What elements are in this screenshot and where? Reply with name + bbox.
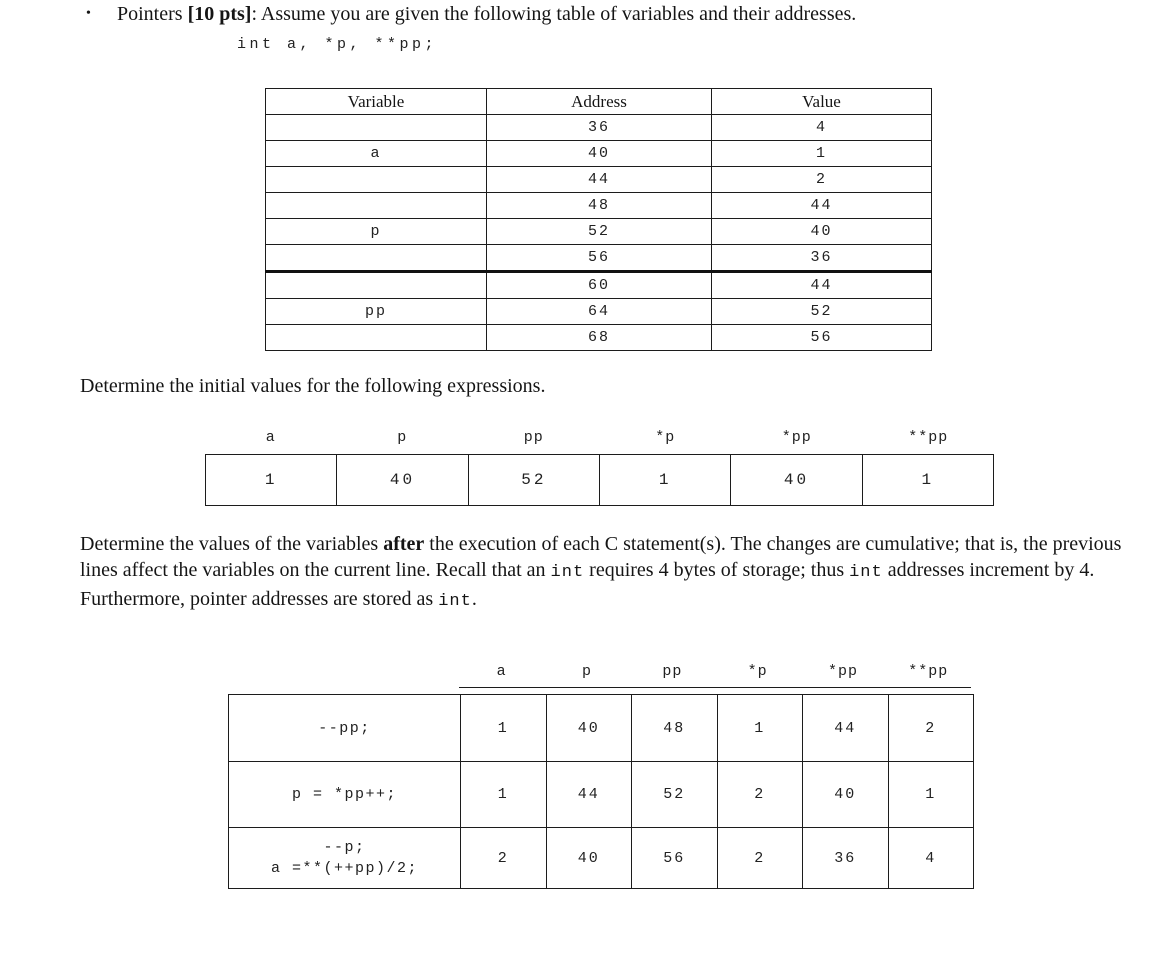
value-cell: 40 <box>547 828 633 888</box>
table-row <box>266 167 932 193</box>
statement-row <box>229 695 973 762</box>
initial-values-table <box>205 429 994 506</box>
value-cell: 2 <box>925 719 937 737</box>
expr-header-deref-pp: *pp <box>781 429 812 446</box>
variable-cell: p <box>266 219 487 245</box>
address-cell: 52 <box>487 219 712 245</box>
value-cell: 52 <box>469 455 600 505</box>
instruction-text: requires 4 bytes of storage; thus <box>584 559 850 581</box>
value-cell: 36 <box>803 828 889 888</box>
address-cell: 64 <box>487 299 712 325</box>
statements-table <box>228 663 974 889</box>
table-row <box>266 272 932 299</box>
instruction-text: addresses increment by 4. Furthermore, pointer addresses are stored as <box>80 559 1095 610</box>
after-emphasis: after <box>383 533 425 555</box>
value-cell: 40 <box>731 455 862 505</box>
expr-header-deref-pp: *pp <box>827 663 858 680</box>
expr-header-pp: pp <box>523 429 544 446</box>
statements-table-body <box>228 694 974 889</box>
expr-header-a: a <box>496 663 507 680</box>
table-row <box>266 299 932 325</box>
statement-cell <box>229 828 461 888</box>
code-declaration: int a, *p, **pp; <box>237 36 438 53</box>
table-row <box>266 219 932 245</box>
statement-row <box>229 762 973 828</box>
value-cell: 2 <box>712 167 932 193</box>
value-cell: 4 <box>925 849 937 867</box>
value-cell: 44 <box>547 762 633 827</box>
expression-header-row <box>205 429 994 454</box>
statement-text: --pp; <box>318 719 371 737</box>
value-cell: 52 <box>632 762 718 827</box>
int-code: int <box>849 563 883 582</box>
expr-header-a: a <box>265 429 276 446</box>
value-cell: 40 <box>803 762 889 827</box>
variable-cell <box>266 167 487 193</box>
instruction-text: . <box>471 588 477 610</box>
variable-cell <box>266 272 487 299</box>
value-cell: 40 <box>337 455 468 505</box>
table-row <box>266 141 932 167</box>
value-cell: 56 <box>632 828 718 888</box>
bullet-icon: • <box>86 6 91 21</box>
instruction-text: the execution of each C statement(s). The changes are cumulative; that is, the previous lines affect the variables on the current line. Recall that an <box>80 533 1122 581</box>
variable-cell <box>266 115 487 141</box>
int-code: int <box>550 563 585 582</box>
value-cell: 44 <box>803 695 889 761</box>
value-cell: 44 <box>712 272 932 299</box>
variables-address-table <box>265 88 932 351</box>
value-cell: 56 <box>712 325 932 351</box>
value-cell: 40 <box>547 695 633 761</box>
cumulative-instruction-paragraph <box>80 531 1122 615</box>
expr-header-deref-p: *p <box>747 663 768 680</box>
expr-header-p: p <box>581 663 592 680</box>
value-cell: 40 <box>712 219 932 245</box>
statements-header-row <box>459 663 971 688</box>
value-cell: 2 <box>718 828 804 888</box>
address-cell: 48 <box>487 193 712 219</box>
table-header-row <box>266 89 932 115</box>
value-cell: 1 <box>712 141 932 167</box>
variable-cell <box>266 245 487 272</box>
value-cell: 1 <box>461 695 547 761</box>
value-cell: 1 <box>600 455 731 505</box>
value-cell: 1 <box>461 762 547 827</box>
col-header-address: Address <box>487 89 712 115</box>
statement-row <box>229 828 973 888</box>
value-cell: 2 <box>718 762 804 827</box>
initial-values-row <box>205 454 994 506</box>
table-row <box>266 115 932 141</box>
expr-header-p: p <box>397 429 408 446</box>
statement-cell <box>229 762 461 827</box>
expr-header-pp: pp <box>662 663 683 680</box>
table-row <box>266 245 932 272</box>
address-cell: 40 <box>487 141 712 167</box>
value-cell: 52 <box>712 299 932 325</box>
points-label: [10 pts] <box>187 3 252 25</box>
statement-text: --p; <box>323 839 366 856</box>
variable-cell <box>266 193 487 219</box>
variable-cell: pp <box>266 299 487 325</box>
expr-header-deref2-pp: **pp <box>908 663 949 680</box>
statement-cell <box>229 695 461 761</box>
value-cell: 1 <box>718 695 804 761</box>
statement-text-line2: a =**(++pp)/2; <box>270 860 419 877</box>
value-cell: 36 <box>712 245 932 272</box>
address-cell: 36 <box>487 115 712 141</box>
variable-cell <box>266 325 487 351</box>
instruction-text: Determine the values of the variables <box>80 533 384 555</box>
expr-header-deref2-pp: **pp <box>908 429 949 446</box>
value-cell: 2 <box>461 828 547 888</box>
value-cell: 1 <box>206 455 337 505</box>
value-cell: 4 <box>712 115 932 141</box>
value-cell: 44 <box>712 193 932 219</box>
value-cell: 48 <box>632 695 718 761</box>
address-cell: 60 <box>487 272 712 299</box>
table-row <box>266 193 932 219</box>
problem-statement <box>86 3 1116 26</box>
variable-cell: a <box>266 141 487 167</box>
expr-header-deref-p: *p <box>655 429 676 446</box>
table-row <box>266 325 932 351</box>
value-cell: 1 <box>921 471 935 489</box>
address-cell: 56 <box>487 245 712 272</box>
int-code: int <box>438 592 472 611</box>
address-cell: 68 <box>487 325 712 351</box>
address-cell: 44 <box>487 167 712 193</box>
col-header-value: Value <box>712 89 932 115</box>
initial-values-instruction: Determine the initial values for the following expressions. <box>80 375 546 397</box>
value-cell: 1 <box>925 786 937 803</box>
statement-text: p = *pp++; <box>291 786 397 803</box>
col-header-variable: Variable <box>266 89 487 115</box>
problem-description: : Assume you are given the following table of variables and their addresses. <box>251 3 857 25</box>
problem-title: Pointers <box>117 3 188 25</box>
